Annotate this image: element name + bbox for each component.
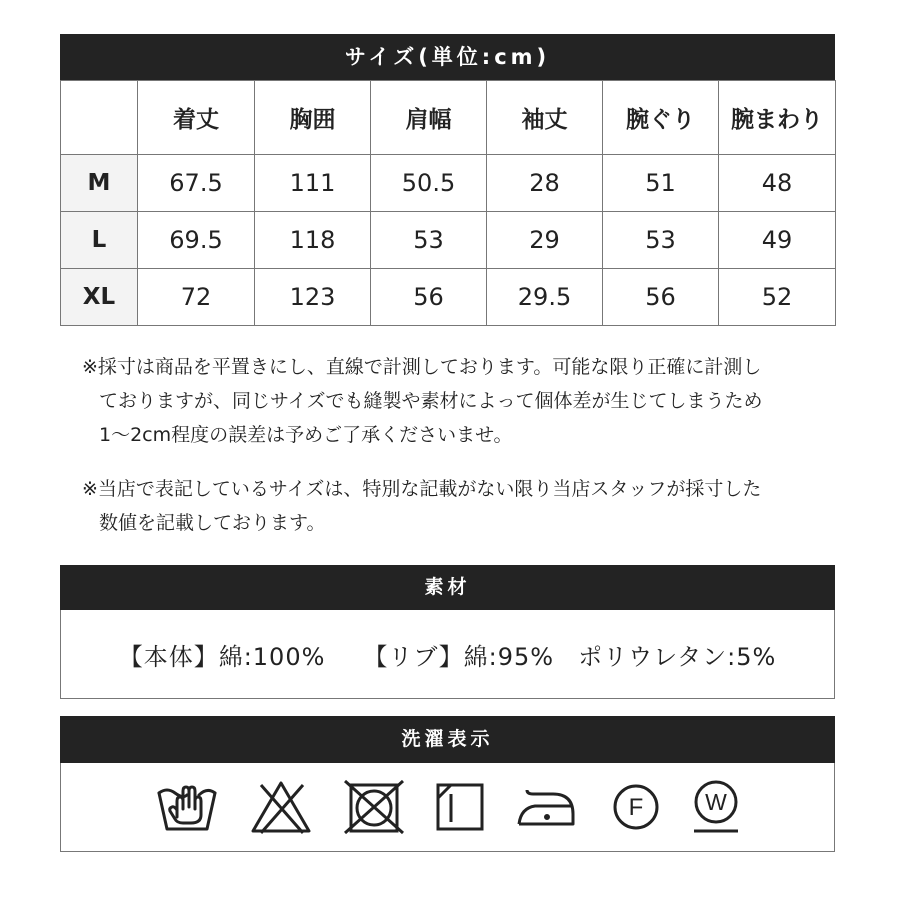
- header-shoulder: 肩幅: [371, 81, 487, 155]
- note-line: 1〜2cm程度の誤差は予めご了承くださいませ。: [99, 424, 513, 446]
- dry-clean-letter: F: [628, 794, 643, 821]
- header-chest: 胸囲: [255, 81, 371, 155]
- table-cell: 52: [719, 269, 836, 326]
- measurement-note: [82, 350, 822, 452]
- material-rib: 【リブ】綿:95%: [363, 642, 555, 671]
- size-label: L: [61, 212, 138, 269]
- table-cell: 50.5: [371, 155, 487, 212]
- note-line: ておりますが、同じサイズでも縫製や素材によって個体差が生じてしまうため: [99, 390, 763, 412]
- no-bleach-icon: [249, 779, 313, 835]
- header-length: 着丈: [138, 81, 255, 155]
- note-line: 数値を記載しております。: [99, 512, 326, 534]
- material-section-title: 素材: [60, 565, 835, 610]
- table-cell: 72: [138, 269, 255, 326]
- header-arm-circumference: 腕まわり: [719, 81, 836, 155]
- table-row: [61, 155, 836, 212]
- table-cell: 28: [487, 155, 603, 212]
- sizing-note: [82, 472, 822, 540]
- table-row: [61, 269, 836, 326]
- table-cell: 118: [255, 212, 371, 269]
- wet-clean-letter: W: [704, 789, 727, 815]
- table-cell: 56: [603, 269, 719, 326]
- table-cell: 51: [603, 155, 719, 212]
- note-line: ※採寸は商品を平置きにし、直線で計測しております。可能な限り正確に計測し: [82, 356, 762, 378]
- table-cell: 56: [371, 269, 487, 326]
- size-section-title: サイズ(単位:cm): [60, 34, 835, 80]
- table-cell: 53: [371, 212, 487, 269]
- material-box: [60, 610, 835, 699]
- table-cell: 123: [255, 269, 371, 326]
- table-cell: 53: [603, 212, 719, 269]
- table-cell: 67.5: [138, 155, 255, 212]
- care-box: [60, 763, 835, 852]
- line-dry-shade-icon: [435, 782, 485, 832]
- care-section-title: 洗濯表示: [60, 716, 835, 763]
- iron-low-icon: [515, 784, 581, 830]
- hand-wash-icon: [155, 779, 219, 835]
- header-sleeve: 袖丈: [487, 81, 603, 155]
- table-cell: 48: [719, 155, 836, 212]
- table-cell: 111: [255, 155, 371, 212]
- dry-clean-f-icon: [611, 782, 661, 832]
- wet-clean-w-icon: [691, 778, 741, 836]
- note-line: ※当店で表記しているサイズは、特別な記載がない限り当店スタッフが採寸した: [82, 478, 762, 500]
- table-cell: 49: [719, 212, 836, 269]
- material-body: 【本体】綿:100%: [118, 642, 326, 671]
- size-table: [60, 80, 836, 326]
- no-tumble-dry-icon: [343, 779, 405, 835]
- table-corner-cell: [61, 81, 138, 155]
- table-row: [61, 212, 836, 269]
- material-poly: ポリウレタン:5%: [578, 642, 777, 671]
- table-cell: 69.5: [138, 212, 255, 269]
- table-cell: 29.5: [487, 269, 603, 326]
- size-label: XL: [61, 269, 138, 326]
- size-table-header-row: [61, 81, 836, 155]
- table-cell: 29: [487, 212, 603, 269]
- size-label: M: [61, 155, 138, 212]
- header-armhole: 腕ぐり: [603, 81, 719, 155]
